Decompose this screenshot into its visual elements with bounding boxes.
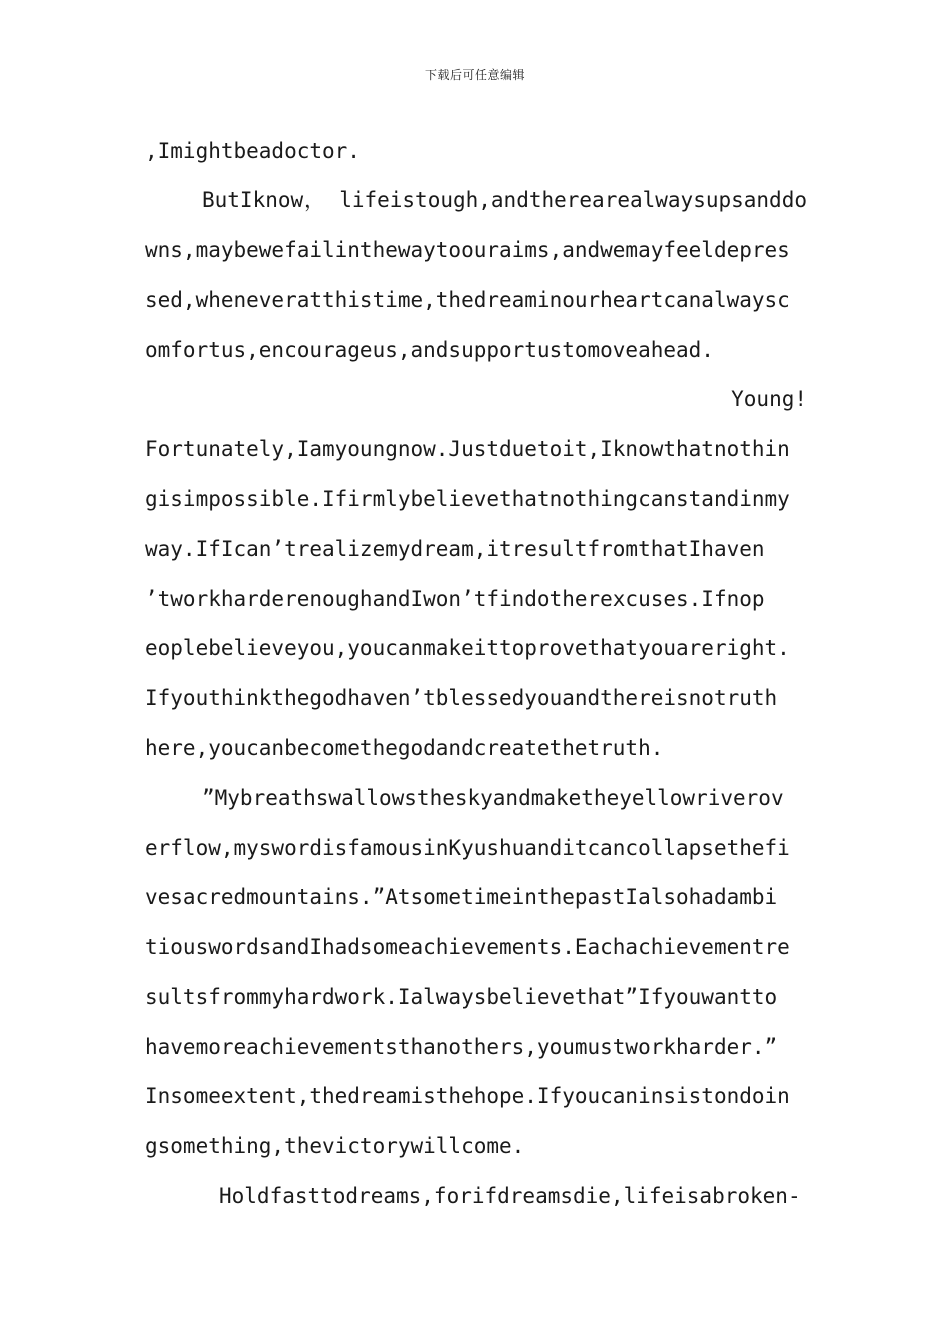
text-line: ”Mybreathswallowstheskyandmaketheyellowriverov — [202, 786, 784, 810]
text-line: wns,maybewefailinthewaytoouraims,andwemayfeeldepres — [145, 238, 790, 262]
text-line: ,Imightbeadoctor. — [145, 139, 360, 163]
text-line: omfortus,encourageus,andsupportustomoveahead. — [145, 338, 714, 362]
text-line: ’tworkharderenoughandIwon’tfindotherexcuses.Ifnop — [145, 587, 765, 611]
text-line: Young! — [731, 387, 807, 411]
text-line: here,youcanbecomethegodandcreatethetruth. — [145, 736, 664, 760]
text-line: ButIknow， lifeistough,andtherearealwaysupsanddo — [202, 188, 807, 212]
text-line: gisimpossible.Ifirmlybelievethatnothingcanstandinmy — [145, 487, 790, 511]
text-line: sultsfrommyhardwork.Ialwaysbelievethat”Ifyouwantto — [145, 985, 778, 1009]
text-line: Fortunately,Iamyoungnow.Justduetoit,Iknowthatnothin — [145, 437, 790, 461]
page-header: 下载后可任意编辑 — [424, 68, 525, 82]
text-line: gsomething,thevictorywillcome. — [145, 1134, 525, 1158]
text-line: way.IfIcan’trealizemydream,itresultfromthatIhaven — [145, 537, 765, 561]
text-line: Insomeextent,thedreamisthehope.Ifyoucaninsistondoin — [145, 1084, 790, 1108]
text-line: tiouswordsandIhadsomeachievements.Eachachievementre — [145, 935, 790, 959]
text-line: vesacredmountains.”AtsometimeinthepastIalsohadambi — [145, 885, 778, 909]
text-line: erflow,myswordisfamousinKyushuanditcancollapsethefi — [145, 836, 790, 860]
text-line: Ifyouthinkthegodhaven’tblessedyouandthereisnotruth — [145, 686, 778, 710]
text-line: havemoreachievementsthanothers,youmustworkharder.” — [145, 1035, 778, 1059]
text-line: Holdfasttodreams,forifdreamsdie,lifeisabroken- — [219, 1184, 801, 1208]
text-line: sed,wheneveratthistime,thedreaminourheartcanalwaysc — [145, 288, 790, 312]
text-line: eoplebelieveyou,youcanmakeittoprovethatyouareright. — [145, 636, 790, 660]
